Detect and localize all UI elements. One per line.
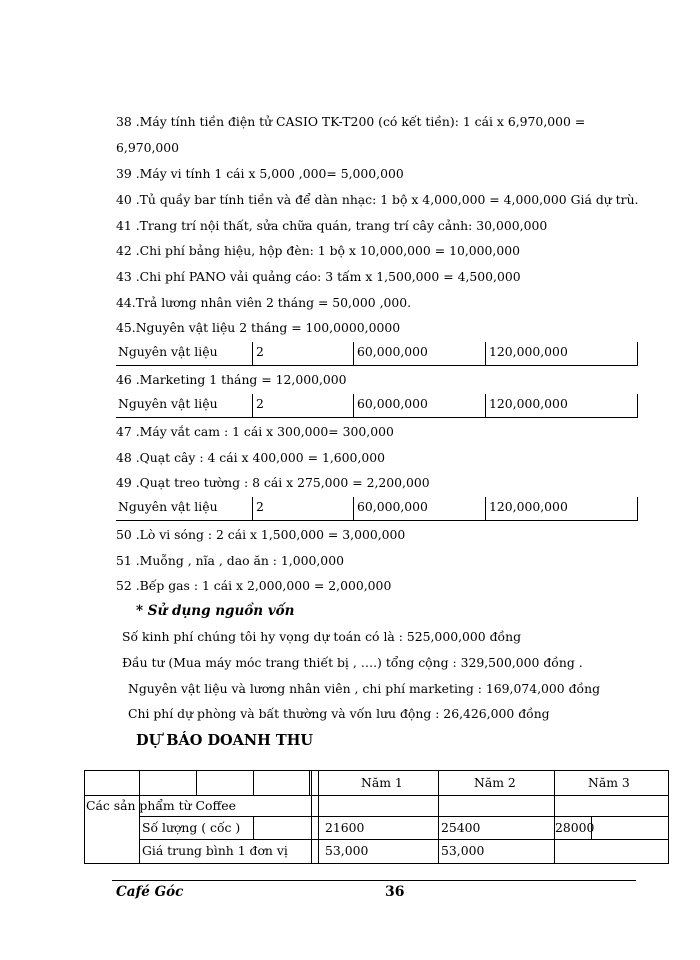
funding-line-4: Chi phí dự phòng và bất thường và vốn lưu động : 26,426,000 đồng: [128, 706, 550, 721]
avg-price-year-1: 53,000: [325, 843, 369, 858]
item-44: 44.Trả lương nhân viên 2 tháng = 50,000 ,000.: [116, 295, 412, 310]
item-48: 48 .Quạt cây : 4 cái x 400,000 = 1,600,000: [116, 450, 386, 465]
item-49: 49 .Quạt treo tường : 8 cái x 275,000 = 2,200,000: [116, 475, 430, 490]
material-unit-price: 60,000,000: [357, 499, 428, 514]
footer-cafe-name: Café Góc: [116, 884, 184, 900]
material-label: Nguyên vật liệu: [118, 344, 218, 359]
item-38-continued: 6,970,000: [116, 140, 180, 155]
material-label: Nguyên vật liệu: [118, 499, 218, 514]
item-45: 45.Nguyên vật liệu 2 tháng = 100,0000,0000: [116, 320, 401, 335]
item-51: 51 .Muỗng , nĩa , dao ăn : 1,000,000: [116, 553, 344, 568]
avg-price-label: Giá trung bình 1 đơn vị: [142, 843, 288, 858]
material-qty: 2: [256, 344, 264, 359]
item-50: 50 .Lò vi sóng : 2 cái x 1,500,000 = 3,000,000: [116, 527, 406, 542]
material-qty: 2: [256, 396, 264, 411]
material-unit-price: 60,000,000: [357, 344, 428, 359]
item-42: 42 .Chi phí bảng hiệu, hộp đèn: 1 bộ x 10,000,000 = 10,000,000: [116, 243, 521, 258]
item-52: 52 .Bếp gas : 1 cái x 2,000,000 = 2,000,000: [116, 578, 392, 593]
funding-line-1: Số kinh phí chúng tôi hy vọng dự toán có là : 525,000,000 đồng: [122, 629, 522, 644]
page-number: 36: [385, 884, 405, 900]
year-2-header: Năm 2: [474, 775, 516, 790]
material-row: [116, 394, 638, 418]
forecast-table: [84, 770, 669, 864]
material-unit-price: 60,000,000: [357, 396, 428, 411]
item-39: 39 .Máy vi tính 1 cái x 5,000 ,000= 5,000,000: [116, 166, 404, 181]
item-43: 43 .Chi phí PANO vải quảng cáo: 3 tấm x 1,500,000 = 4,500,000: [116, 269, 521, 284]
material-row: [116, 342, 638, 366]
item-38-text: 38 .Máy tính tiền điện tử CASIO TK-T200 (có kết tiền): 1 cái x 6,970,000 =: [116, 114, 586, 129]
item-40: 40 .Tủ quầy bar tính tiền và để dàn nhạc: 1 bộ x 4,000,000 = 4,000,000 Giá dự trù.: [116, 192, 639, 207]
footer-rule: [112, 880, 636, 881]
material-label: Nguyên vật liệu: [118, 396, 218, 411]
material-total: 120,000,000: [489, 499, 568, 514]
quantity-label: Số lượng ( cốc ): [142, 820, 241, 835]
funding-line-3: Nguyên vật liệu và lương nhân viên , chi phí marketing : 169,074,000 đồng: [128, 681, 601, 696]
year-3-header: Năm 3: [588, 775, 630, 790]
forecast-title: DỰ BÁO DOANH THU: [136, 732, 314, 749]
year-1-header: Năm 1: [361, 775, 403, 790]
material-total: 120,000,000: [489, 344, 568, 359]
quantity-year-3: 28000: [555, 820, 595, 835]
material-row: [116, 497, 638, 521]
funding-line-2: Đầu tư (Mua máy móc trang thiết bị , ….) tổng cộng : 329,500,000 đồng .: [122, 655, 583, 670]
item-38: [116, 114, 636, 130]
funding-heading: * Sử dụng nguồn vốn: [136, 603, 295, 619]
item-47: 47 .Máy vắt cam : 1 cái x 300,000= 300,000: [116, 424, 394, 439]
quantity-year-2: 25400: [441, 820, 481, 835]
item-46: 46 .Marketing 1 tháng = 12,000,000: [116, 372, 347, 387]
material-total: 120,000,000: [489, 396, 568, 411]
item-41: 41 .Trang trí nội thất, sửa chữa quán, trang trí cây cảnh: 30,000,000: [116, 218, 548, 233]
avg-price-year-2: 53,000: [441, 843, 485, 858]
material-qty: 2: [256, 499, 264, 514]
product-group-label: Các sản phẩm từ Coffee: [86, 798, 236, 813]
quantity-year-1: 21600: [325, 820, 365, 835]
